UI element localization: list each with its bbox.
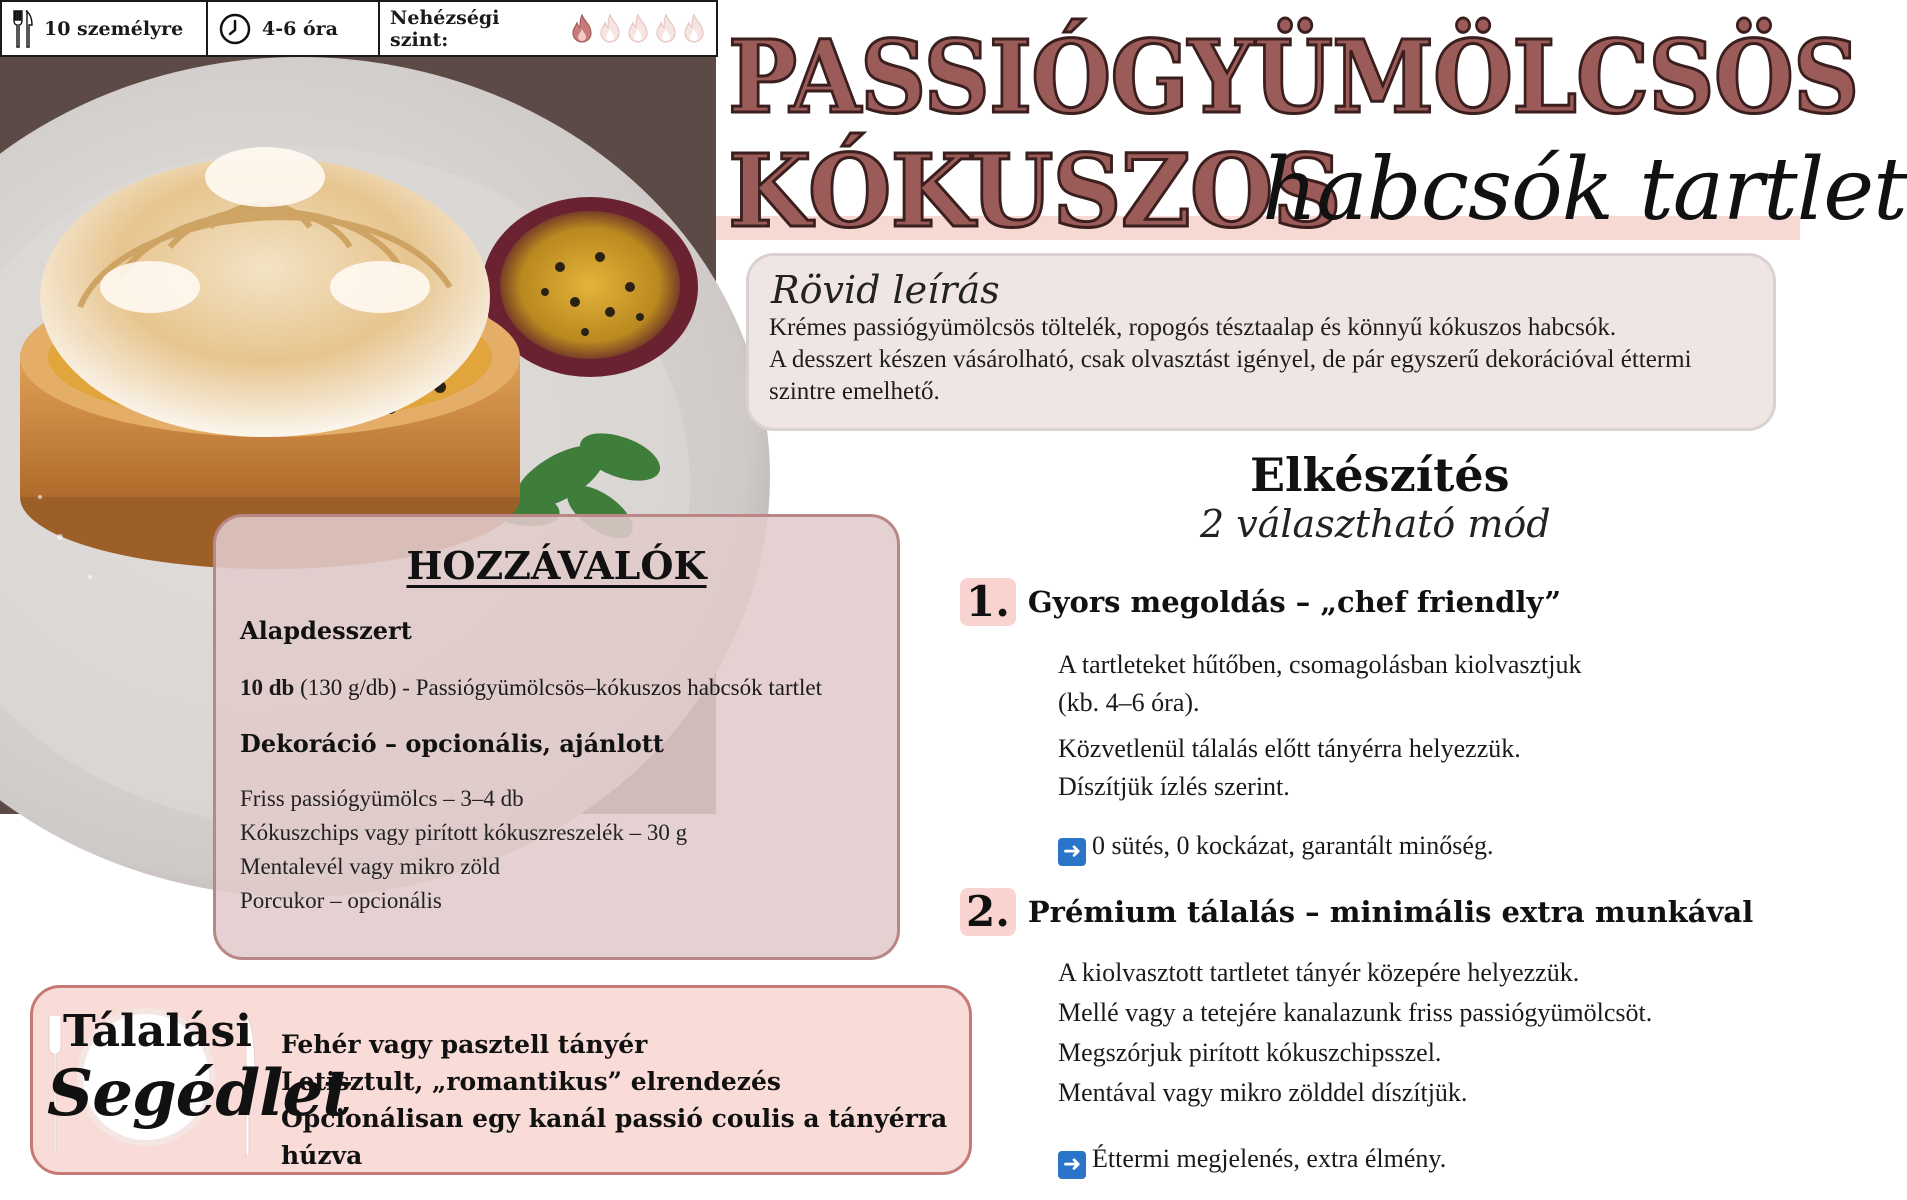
description-line: Krémes passiógyümölcsös töltelék, ropogós tésztaalap és könnyű kókuszos habcsók.	[769, 314, 1617, 341]
time-text: 4-6 óra	[262, 17, 338, 40]
title-line-2: KÓKUSZOS	[728, 132, 1341, 250]
step-1-line: A tartleteket hűtőben, csomagolásban kiolvasztjuk	[1058, 650, 1582, 679]
step-2-paragraph	[1058, 953, 1652, 1113]
title-script: habcsók tartlet	[1262, 140, 1907, 240]
step-2-line: A kiolvasztott tartletet tányér közepére helyezzük.	[1058, 958, 1580, 987]
title-line-1: PASSIÓGYÜMÖLCSÖS	[728, 18, 1859, 136]
fork-knife-icon	[12, 9, 34, 49]
serving-tip: Opcionálisan egy kanál passió coulis a tányérra húzva	[281, 1104, 948, 1170]
step-2-line: Megszórjuk pirított kókuszchipsszel.	[1058, 1038, 1442, 1067]
difficulty-rating	[570, 13, 706, 45]
step-1-result	[1058, 827, 1493, 866]
difficulty-label: Nehézségi szint:	[390, 6, 500, 51]
step-1-number: 1.	[960, 578, 1016, 626]
step-2-line: Mellé vagy a tetejére kanalazunk friss passiógyümölcsöt.	[1058, 998, 1653, 1027]
step-1-header	[960, 578, 1561, 626]
step-1-line: Közvetlenül tálalás előtt tányérra helyezzük.	[1058, 734, 1521, 763]
step-2-header	[960, 888, 1753, 936]
description-line: A desszert készen vásárolható, csak olvasztást igényel, de pár egyszerű dekorációval éttermi	[769, 346, 1692, 373]
serving-helper-box	[30, 985, 972, 1175]
base-dessert-description: (130 g/db) - Passiógyümölcsös–kókuszos habcsók tartlet	[294, 675, 823, 700]
flame-icon	[598, 13, 622, 45]
difficulty-cell	[380, 2, 716, 55]
step-1-paragraph-1	[1058, 646, 1581, 722]
serving-tip: Fehér vagy pasztell tányér	[281, 1030, 648, 1059]
ingredients-heading: HOZZÁVALÓK	[406, 543, 707, 588]
servings-text: 10 személyre	[44, 17, 184, 40]
step-1-line: (kb. 4–6 óra).	[1058, 688, 1200, 717]
flame-icon	[626, 13, 650, 45]
ingredients-box	[213, 514, 900, 960]
serving-tips-list	[281, 1026, 969, 1174]
decoration-item: Mentalevél vagy mikro zöld	[240, 854, 500, 879]
base-dessert-heading: Alapdesszert	[240, 616, 412, 645]
base-dessert-quantity: 10 db	[240, 675, 295, 700]
step-1-result-text: 0 sütés, 0 kockázat, garantált minőség.	[1092, 831, 1494, 860]
time-cell	[208, 2, 380, 55]
step-1-paragraph-2	[1058, 730, 1521, 806]
arrow-right-icon: ➜	[1058, 838, 1086, 866]
decoration-heading: Dekoráció – opcionális, ajánlott	[240, 729, 664, 758]
short-description-box	[746, 253, 1776, 431]
flame-icon	[654, 13, 678, 45]
step-2-title: Prémium tálalás – minimális extra munkával	[1027, 895, 1754, 929]
description-line: szintre emelhető.	[769, 378, 940, 405]
step-2-result	[1058, 1140, 1446, 1179]
servings-cell	[2, 2, 208, 55]
serving-title-word-1: Tálalási	[63, 1006, 252, 1057]
flame-icon	[682, 13, 706, 45]
step-2-result-text: Éttermi megjelenés, extra élmény.	[1092, 1144, 1447, 1173]
flame-icon	[570, 13, 594, 45]
decoration-list	[240, 782, 873, 918]
step-2-number: 2.	[960, 888, 1016, 936]
description-heading: Rövid leírás	[771, 268, 1000, 312]
serving-tip: Letisztult, „romantikus” elrendezés	[281, 1067, 781, 1096]
decoration-item: Friss passiógyümölcs – 3–4 db	[240, 786, 524, 811]
decoration-item: Kókuszchips vagy pirított kókuszreszelék – 30 g	[240, 820, 688, 845]
serving-title-word-2: Segédlet	[47, 1056, 351, 1131]
step-2-line: Mentával vagy mikro zölddel díszítjük.	[1058, 1078, 1468, 1107]
clock-icon	[218, 12, 252, 46]
base-dessert-line	[240, 675, 873, 701]
arrow-right-icon: ➜	[1058, 1151, 1086, 1179]
recipe-info-bar	[0, 0, 718, 57]
preparation-heading: Elkészítés	[1250, 448, 1510, 502]
decoration-item: Porcukor – opcionális	[240, 888, 442, 913]
preparation-subheading: 2 választható mód	[1200, 502, 1551, 546]
step-1-line: Díszítjük ízlés szerint.	[1058, 772, 1290, 801]
step-1-title: Gyors megoldás – „chef friendly”	[1027, 585, 1562, 619]
